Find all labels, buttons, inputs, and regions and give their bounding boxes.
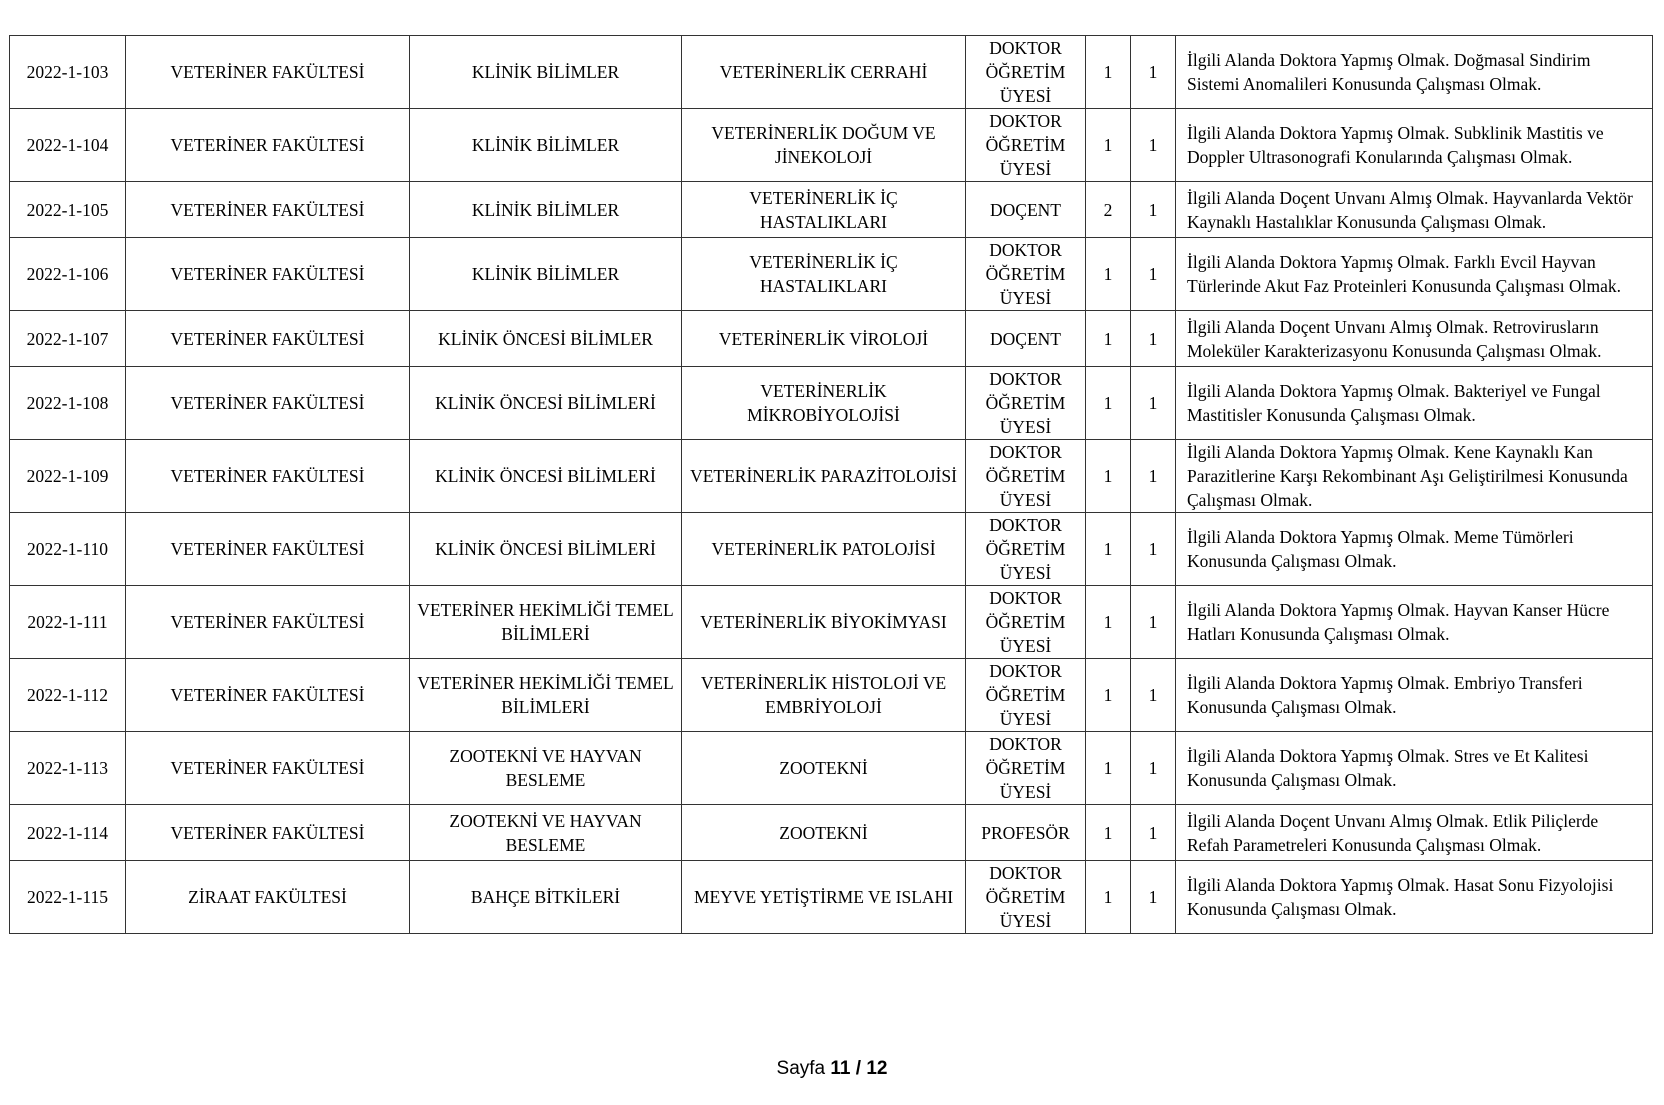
- position-degree-cell: 1: [1086, 732, 1131, 805]
- posting-id-cell: 2022-1-111: [10, 586, 126, 659]
- faculty-cell: VETERİNER FAKÜLTESİ: [126, 513, 410, 586]
- page-separator: /: [855, 1058, 862, 1079]
- faculty-cell: VETERİNER FAKÜLTESİ: [126, 36, 410, 109]
- requirement-cell: İlgili Alanda Doçent Unvanı Almış Olmak. Hayvanlarda Vektör Kaynaklı Hastalıklar Konusunda Çalışması Olmak.: [1176, 182, 1653, 238]
- discipline-cell: VETERİNERLİK VİROLOJİ: [682, 311, 966, 367]
- posting-id-cell: 2022-1-112: [10, 659, 126, 732]
- department-cell: KLİNİK ÖNCESİ BİLİMLER: [410, 311, 682, 367]
- table-row: [10, 586, 1653, 659]
- page-footer: [0, 1058, 1664, 1080]
- department-cell: KLİNİK BİLİMLER: [410, 109, 682, 182]
- page-label: Sayfa: [776, 1058, 826, 1079]
- table-row: [10, 182, 1653, 238]
- position-count-cell: 1: [1131, 805, 1176, 861]
- posting-id-cell: 2022-1-115: [10, 861, 126, 934]
- position-count-cell: 1: [1131, 440, 1176, 513]
- department-cell: ZOOTEKNİ VE HAYVAN BESLEME: [410, 805, 682, 861]
- posting-id-cell: 2022-1-104: [10, 109, 126, 182]
- requirement-cell: İlgili Alanda Doktora Yapmış Olmak. Hayvan Kanser Hücre Hatları Konusunda Çalışması Olmak.: [1176, 586, 1653, 659]
- faculty-cell: VETERİNER FAKÜLTESİ: [126, 182, 410, 238]
- position-count-cell: 1: [1131, 182, 1176, 238]
- table-row: [10, 513, 1653, 586]
- position-count-cell: 1: [1131, 732, 1176, 805]
- discipline-cell: ZOOTEKNİ: [682, 732, 966, 805]
- requirement-cell: İlgili Alanda Doktora Yapmış Olmak. Farklı Evcil Hayvan Türlerinde Akut Faz Proteinleri Konusunda Çalışması Olmak.: [1176, 238, 1653, 311]
- academic-title-cell: DOKTOR ÖĞRETİM ÜYESİ: [966, 861, 1086, 934]
- total-page-count: 12: [866, 1058, 888, 1079]
- discipline-cell: VETERİNERLİK DOĞUM VE JİNEKOLOJİ: [682, 109, 966, 182]
- table-row: [10, 36, 1653, 109]
- requirement-cell: İlgili Alanda Doktora Yapmış Olmak. Hasat Sonu Fizyolojisi Konusunda Çalışması Olmak.: [1176, 861, 1653, 934]
- discipline-cell: VETERİNERLİK CERRAHİ: [682, 36, 966, 109]
- posting-id-cell: 2022-1-114: [10, 805, 126, 861]
- current-page-number: 11: [830, 1058, 851, 1079]
- academic-title-cell: DOKTOR ÖĞRETİM ÜYESİ: [966, 732, 1086, 805]
- discipline-cell: VETERİNERLİK PATOLOJİSİ: [682, 513, 966, 586]
- academic-title-cell: PROFESÖR: [966, 805, 1086, 861]
- discipline-cell: VETERİNERLİK BİYOKİMYASI: [682, 586, 966, 659]
- table-body: [10, 36, 1653, 934]
- academic-title-cell: DOKTOR ÖĞRETİM ÜYESİ: [966, 238, 1086, 311]
- position-count-cell: 1: [1131, 861, 1176, 934]
- position-degree-cell: 1: [1086, 440, 1131, 513]
- position-degree-cell: 1: [1086, 586, 1131, 659]
- discipline-cell: VETERİNERLİK PARAZİTOLOJİSİ: [682, 440, 966, 513]
- academic-title-cell: DOKTOR ÖĞRETİM ÜYESİ: [966, 440, 1086, 513]
- discipline-cell: ZOOTEKNİ: [682, 805, 966, 861]
- position-count-cell: 1: [1131, 311, 1176, 367]
- discipline-cell: VETERİNERLİK HİSTOLOJİ VE EMBRİYOLOJİ: [682, 659, 966, 732]
- position-count-cell: 1: [1131, 586, 1176, 659]
- table-row: [10, 311, 1653, 367]
- requirement-cell: İlgili Alanda Doktora Yapmış Olmak. Doğmasal Sindirim Sistemi Anomalileri Konusunda Çalışması Olmak.: [1176, 36, 1653, 109]
- table-row: [10, 367, 1653, 440]
- requirement-cell: İlgili Alanda Doktora Yapmış Olmak. Meme Tümörleri Konusunda Çalışması Olmak.: [1176, 513, 1653, 586]
- position-degree-cell: 1: [1086, 367, 1131, 440]
- department-cell: KLİNİK BİLİMLER: [410, 238, 682, 311]
- faculty-cell: VETERİNER FAKÜLTESİ: [126, 805, 410, 861]
- faculty-cell: VETERİNER FAKÜLTESİ: [126, 440, 410, 513]
- department-cell: KLİNİK ÖNCESİ BİLİMLERİ: [410, 513, 682, 586]
- table-row: [10, 732, 1653, 805]
- position-degree-cell: 1: [1086, 659, 1131, 732]
- department-cell: KLİNİK ÖNCESİ BİLİMLERİ: [410, 440, 682, 513]
- posting-id-cell: 2022-1-105: [10, 182, 126, 238]
- position-count-cell: 1: [1131, 109, 1176, 182]
- faculty-cell: VETERİNER FAKÜLTESİ: [126, 109, 410, 182]
- posting-id-cell: 2022-1-107: [10, 311, 126, 367]
- academic-title-cell: DOÇENT: [966, 182, 1086, 238]
- posting-id-cell: 2022-1-103: [10, 36, 126, 109]
- faculty-cell: VETERİNER FAKÜLTESİ: [126, 367, 410, 440]
- position-degree-cell: 1: [1086, 311, 1131, 367]
- table-row: [10, 440, 1653, 513]
- discipline-cell: VETERİNERLİK İÇ HASTALIKLARI: [682, 182, 966, 238]
- table-row: [10, 659, 1653, 732]
- academic-title-cell: DOKTOR ÖĞRETİM ÜYESİ: [966, 659, 1086, 732]
- department-cell: KLİNİK BİLİMLER: [410, 182, 682, 238]
- department-cell: KLİNİK BİLİMLER: [410, 36, 682, 109]
- academic-title-cell: DOKTOR ÖĞRETİM ÜYESİ: [966, 586, 1086, 659]
- department-cell: BAHÇE BİTKİLERİ: [410, 861, 682, 934]
- requirement-cell: İlgili Alanda Doçent Unvanı Almış Olmak. Retrovirusların Moleküler Karakterizasyonu Konusunda Çalışması Olmak.: [1176, 311, 1653, 367]
- position-count-cell: 1: [1131, 367, 1176, 440]
- requirement-cell: İlgili Alanda Doktora Yapmış Olmak. Kene Kaynaklı Kan Parazitlerine Karşı Rekombinant Aşı Geliştirilmesi Konusunda Çalışması Olmak.: [1176, 440, 1653, 513]
- position-degree-cell: 1: [1086, 238, 1131, 311]
- department-cell: VETERİNER HEKİMLİĞİ TEMEL BİLİMLERİ: [410, 586, 682, 659]
- discipline-cell: VETERİNERLİK MİKROBİYOLOJİSİ: [682, 367, 966, 440]
- faculty-cell: VETERİNER FAKÜLTESİ: [126, 732, 410, 805]
- academic-title-cell: DOKTOR ÖĞRETİM ÜYESİ: [966, 36, 1086, 109]
- position-degree-cell: 2: [1086, 182, 1131, 238]
- position-count-cell: 1: [1131, 36, 1176, 109]
- position-degree-cell: 1: [1086, 36, 1131, 109]
- table-row: [10, 861, 1653, 934]
- department-cell: VETERİNER HEKİMLİĞİ TEMEL BİLİMLERİ: [410, 659, 682, 732]
- requirement-cell: İlgili Alanda Doktora Yapmış Olmak. Embriyo Transferi Konusunda Çalışması Olmak.: [1176, 659, 1653, 732]
- position-count-cell: 1: [1131, 513, 1176, 586]
- position-degree-cell: 1: [1086, 805, 1131, 861]
- academic-title-cell: DOKTOR ÖĞRETİM ÜYESİ: [966, 513, 1086, 586]
- position-degree-cell: 1: [1086, 861, 1131, 934]
- faculty-cell: VETERİNER FAKÜLTESİ: [126, 238, 410, 311]
- faculty-cell: VETERİNER FAKÜLTESİ: [126, 311, 410, 367]
- posting-id-cell: 2022-1-106: [10, 238, 126, 311]
- posting-id-cell: 2022-1-108: [10, 367, 126, 440]
- requirement-cell: İlgili Alanda Doktora Yapmış Olmak. Subklinik Mastitis ve Doppler Ultrasonografi Konularında Çalışması Olmak.: [1176, 109, 1653, 182]
- faculty-cell: VETERİNER FAKÜLTESİ: [126, 586, 410, 659]
- position-degree-cell: 1: [1086, 513, 1131, 586]
- discipline-cell: MEYVE YETİŞTİRME VE ISLAHI: [682, 861, 966, 934]
- discipline-cell: VETERİNERLİK İÇ HASTALIKLARI: [682, 238, 966, 311]
- department-cell: ZOOTEKNİ VE HAYVAN BESLEME: [410, 732, 682, 805]
- table-row: [10, 109, 1653, 182]
- requirement-cell: İlgili Alanda Doktora Yapmış Olmak. Stres ve Et Kalitesi Konusunda Çalışması Olmak.: [1176, 732, 1653, 805]
- requirement-cell: İlgili Alanda Doktora Yapmış Olmak. Bakteriyel ve Fungal Mastitisler Konusunda Çalışması Olmak.: [1176, 367, 1653, 440]
- requirement-cell: İlgili Alanda Doçent Unvanı Almış Olmak. Etlik Piliçlerde Refah Parametreleri Konusunda Çalışması Olmak.: [1176, 805, 1653, 861]
- department-cell: KLİNİK ÖNCESİ BİLİMLERİ: [410, 367, 682, 440]
- faculty-cell: VETERİNER FAKÜLTESİ: [126, 659, 410, 732]
- posting-id-cell: 2022-1-110: [10, 513, 126, 586]
- table-row: [10, 238, 1653, 311]
- position-count-cell: 1: [1131, 238, 1176, 311]
- position-count-cell: 1: [1131, 659, 1176, 732]
- academic-title-cell: DOÇENT: [966, 311, 1086, 367]
- posting-id-cell: 2022-1-113: [10, 732, 126, 805]
- academic-title-cell: DOKTOR ÖĞRETİM ÜYESİ: [966, 367, 1086, 440]
- posting-id-cell: 2022-1-109: [10, 440, 126, 513]
- position-degree-cell: 1: [1086, 109, 1131, 182]
- faculty-cell: ZİRAAT FAKÜLTESİ: [126, 861, 410, 934]
- postings-table: [9, 35, 1653, 934]
- table-row: [10, 805, 1653, 861]
- academic-title-cell: DOKTOR ÖĞRETİM ÜYESİ: [966, 109, 1086, 182]
